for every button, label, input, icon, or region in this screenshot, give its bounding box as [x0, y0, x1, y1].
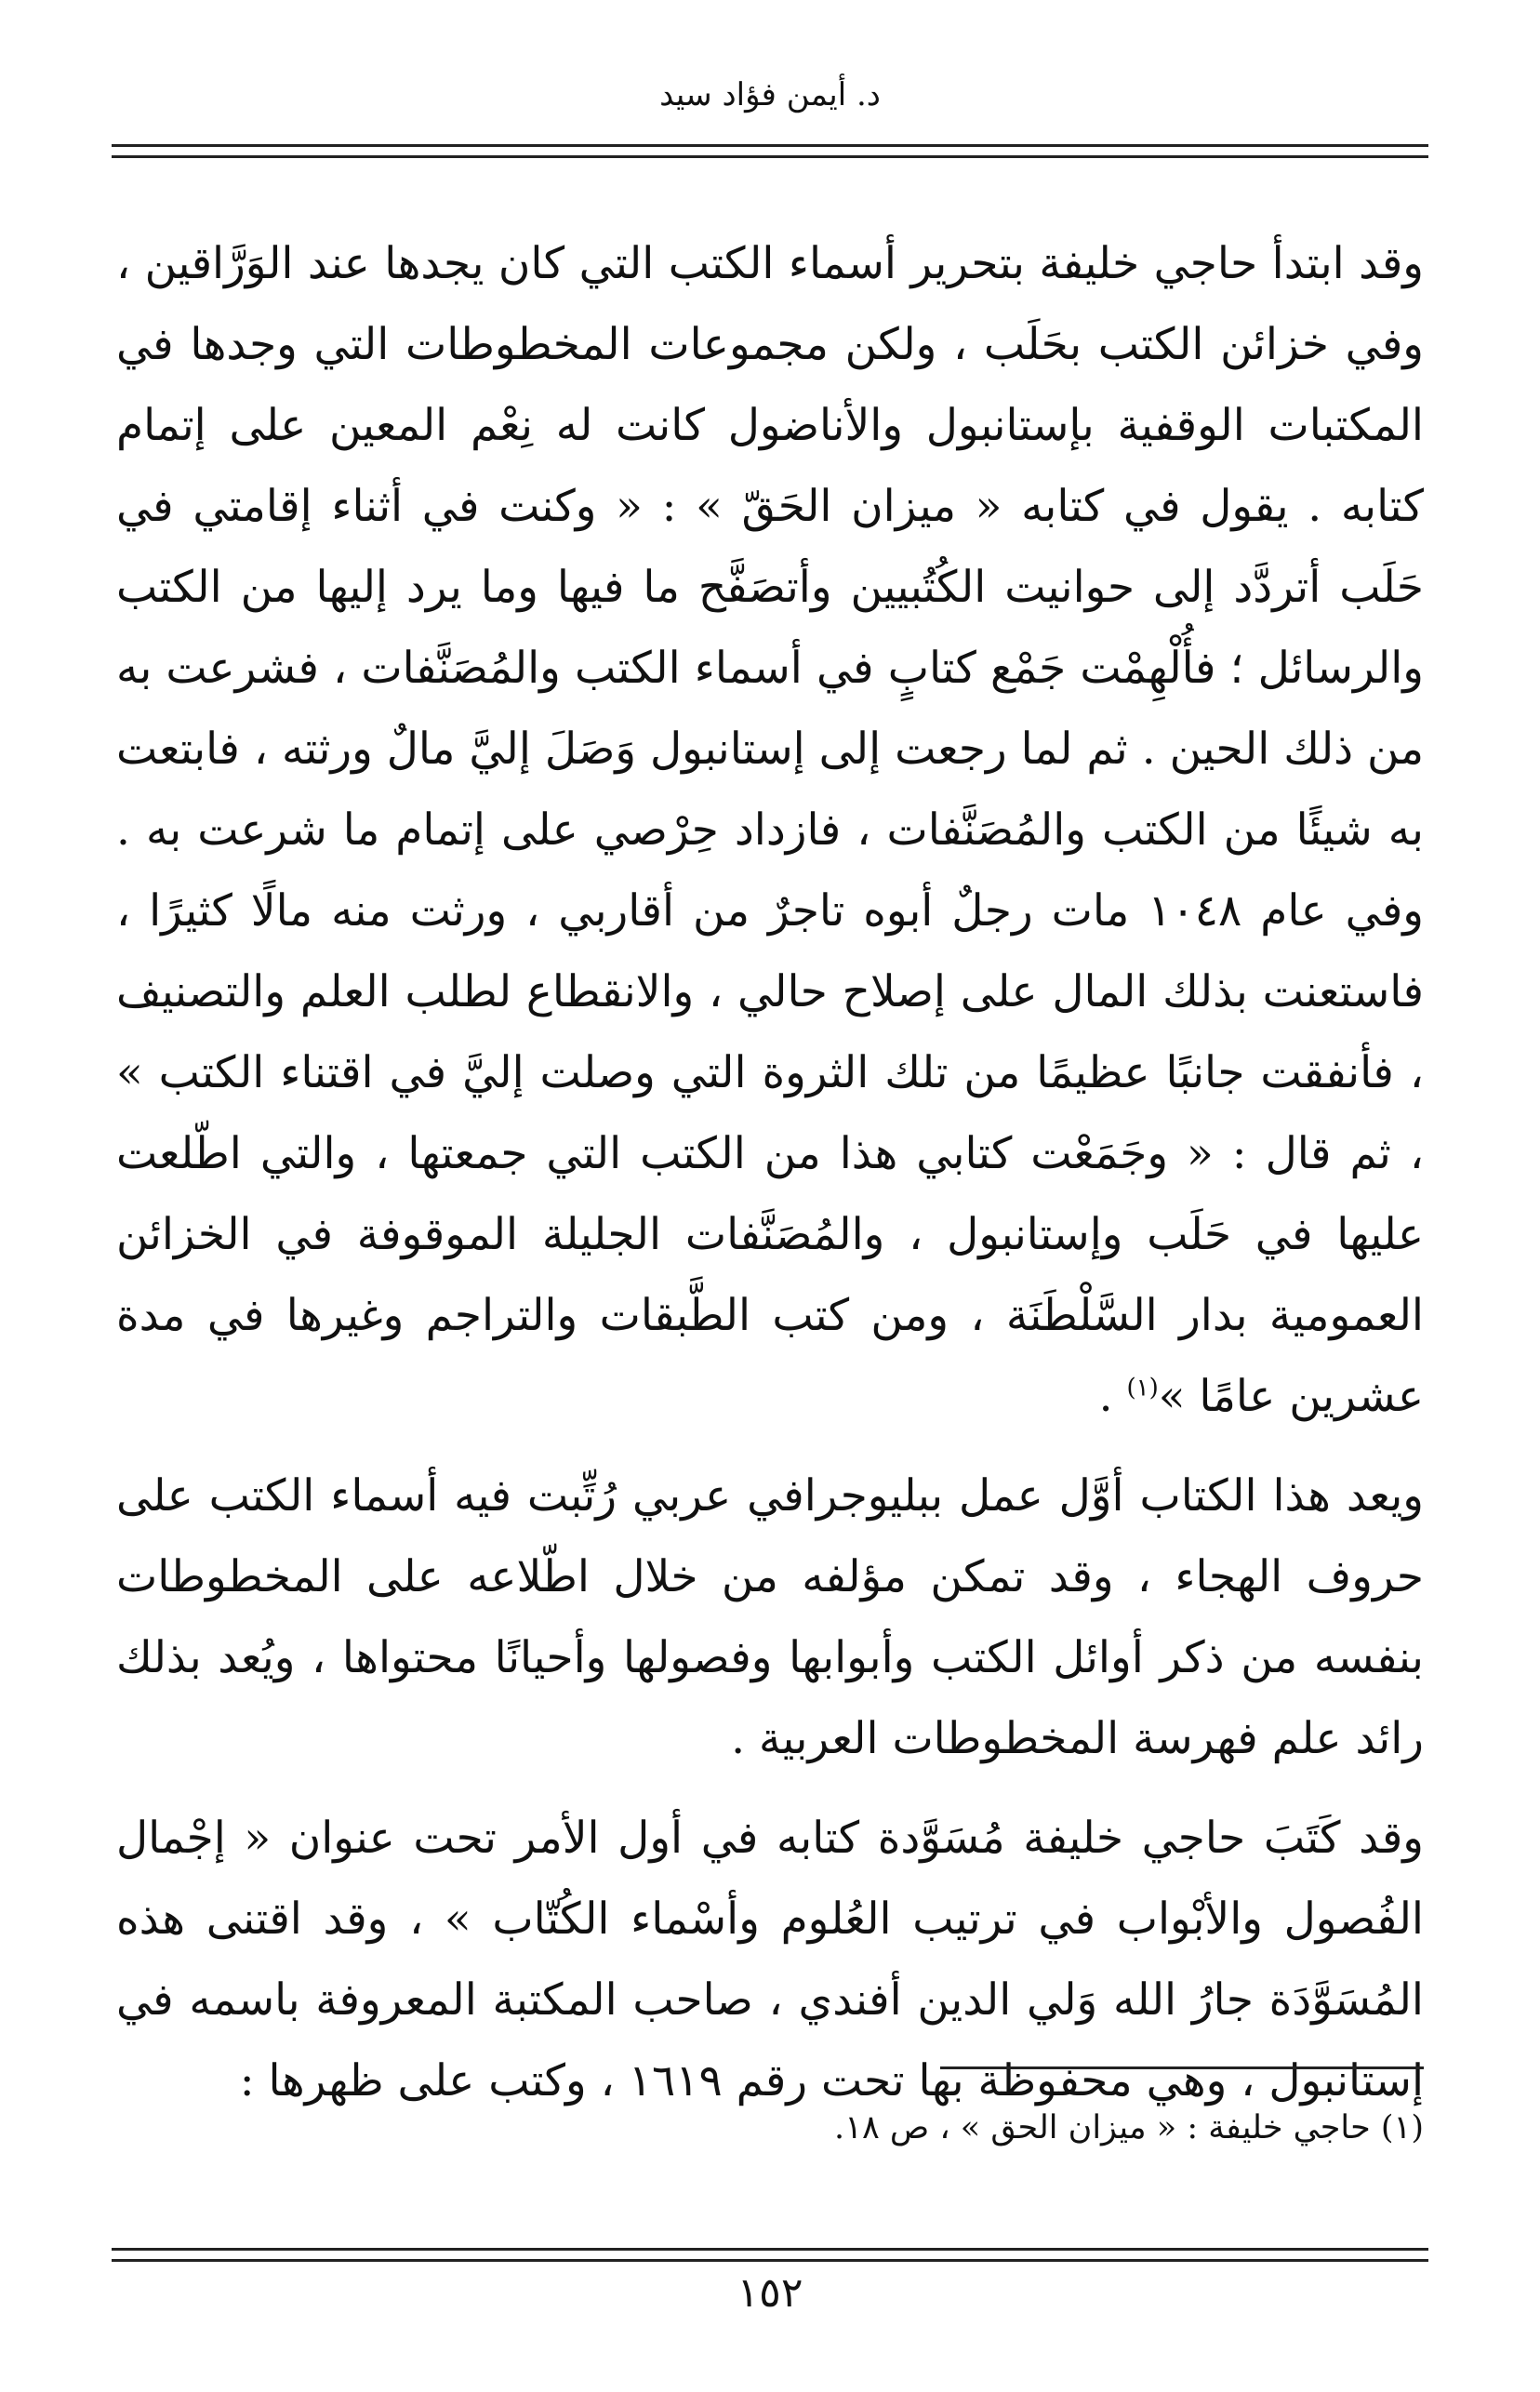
- paragraph-2: ويعد هذا الكتاب أوَّل عمل ببليوجرافي عربي رُتِّبت فيه أسماء الكتب على حروف الهجاء ، وقد تمكن مؤلفه من خلال اطّلاعه على المخطوطات بنفسه من ذكر أوائل الكتب وأبوابها وفصولها وأحيانًا محتواها ، ويُعد بذلك رائد علم فهرسة المخطوطات العربية .: [116, 1470, 1424, 1764]
- running-header: د. أيمن فؤاد سيد: [659, 76, 881, 113]
- footnote: (١) حاجي خليفة : « ميزان الحق » ، ص ١٨.: [834, 2109, 1424, 2146]
- paragraph-3: وقد كَتَبَ حاجي خليفة مُسَوَّدة كتابه في أول الأمر تحت عنوان « إجْمال الفُصول والأبْواب في ترتيب العُلوم وأسْماء الكُتّاب » ، وقد اقتنى هذه المُسَوَّدَة جارُ الله وَلي الدين أفندي ، صاحب المكتبة المعروفة باسمه في إستانبول ، وهي محفوظة بها تحت رقم ١٦١٩ ، وكتب على ظهرها :: [116, 1813, 1424, 2106]
- footnote-separator: [940, 2066, 1424, 2069]
- paragraph-1-end: .: [1098, 1371, 1127, 1422]
- header-double-rule: [112, 144, 1428, 158]
- footer-double-rule: [112, 2248, 1428, 2262]
- paragraph-1-text: وقد ابتدأ حاجي خليفة بتحرير أسماء الكتب التي كان يجدها عند الوَرَّاقين ، وفي خزائن الكتب بحَلَب ، ولكن مجموعات المخطوطات التي وجدها في المكتبات الوقفية بإستانبول والأناضول كانت له نِعْم المعين على إتمام كتابه . يقول في كتابه « ميزان الحَقّ » : « وكنت في أثناء إقامتي في حَلَب أتردَّد إلى حوانيت الكُتُبيين وأتصَفَّح ما فيها وما يرد إليها من الكتب والرسائل ؛ فأُلْهِمْت جَمْع كتابٍ في أسماء الكتب والمُصَنَّفات ، فشرعت به من ذلك الحين . ثم لما رجعت إلى إستانبول وَصَلَ إليَّ مالٌ ورثته ، فابتعت به شيئًا من الكتب والمُصَنَّفات ، فازداد حِرْصي على إتمام ما شرعت به . وفي عام ١٠٤٨ مات رجلٌ أبوه تاجرٌ من أقاربي ، ورثت منه مالًا كثيرًا ، فاستعنت بذلك المال على إصلاح حالي ، والانقطاع لطلب العلم والتصنيف ، فأنفقت جانبًا عظيمًا من تلك الثروة التي وصلت إليَّ في اقتناء الكتب » ، ثم قال : « وجَمَعْت كتابي هذا من الكتب التي جمعتها ، والتي اطّلعت عليها في حَلَب وإستانبول ، والمُصَنَّفات الجليلة الموقوفة في الخزائن العمومية بدار السَّلْطَنَة ، ومن كتب الطَّبقات والتراجم وغيرها في مدة عشرين عامًا »: [116, 238, 1424, 1422]
- page-number: ١٥٢: [737, 2269, 803, 2317]
- paragraph-1: [116, 223, 1424, 1437]
- footnote-reference: (١): [1126, 1374, 1159, 1402]
- main-text: [116, 223, 1424, 2121]
